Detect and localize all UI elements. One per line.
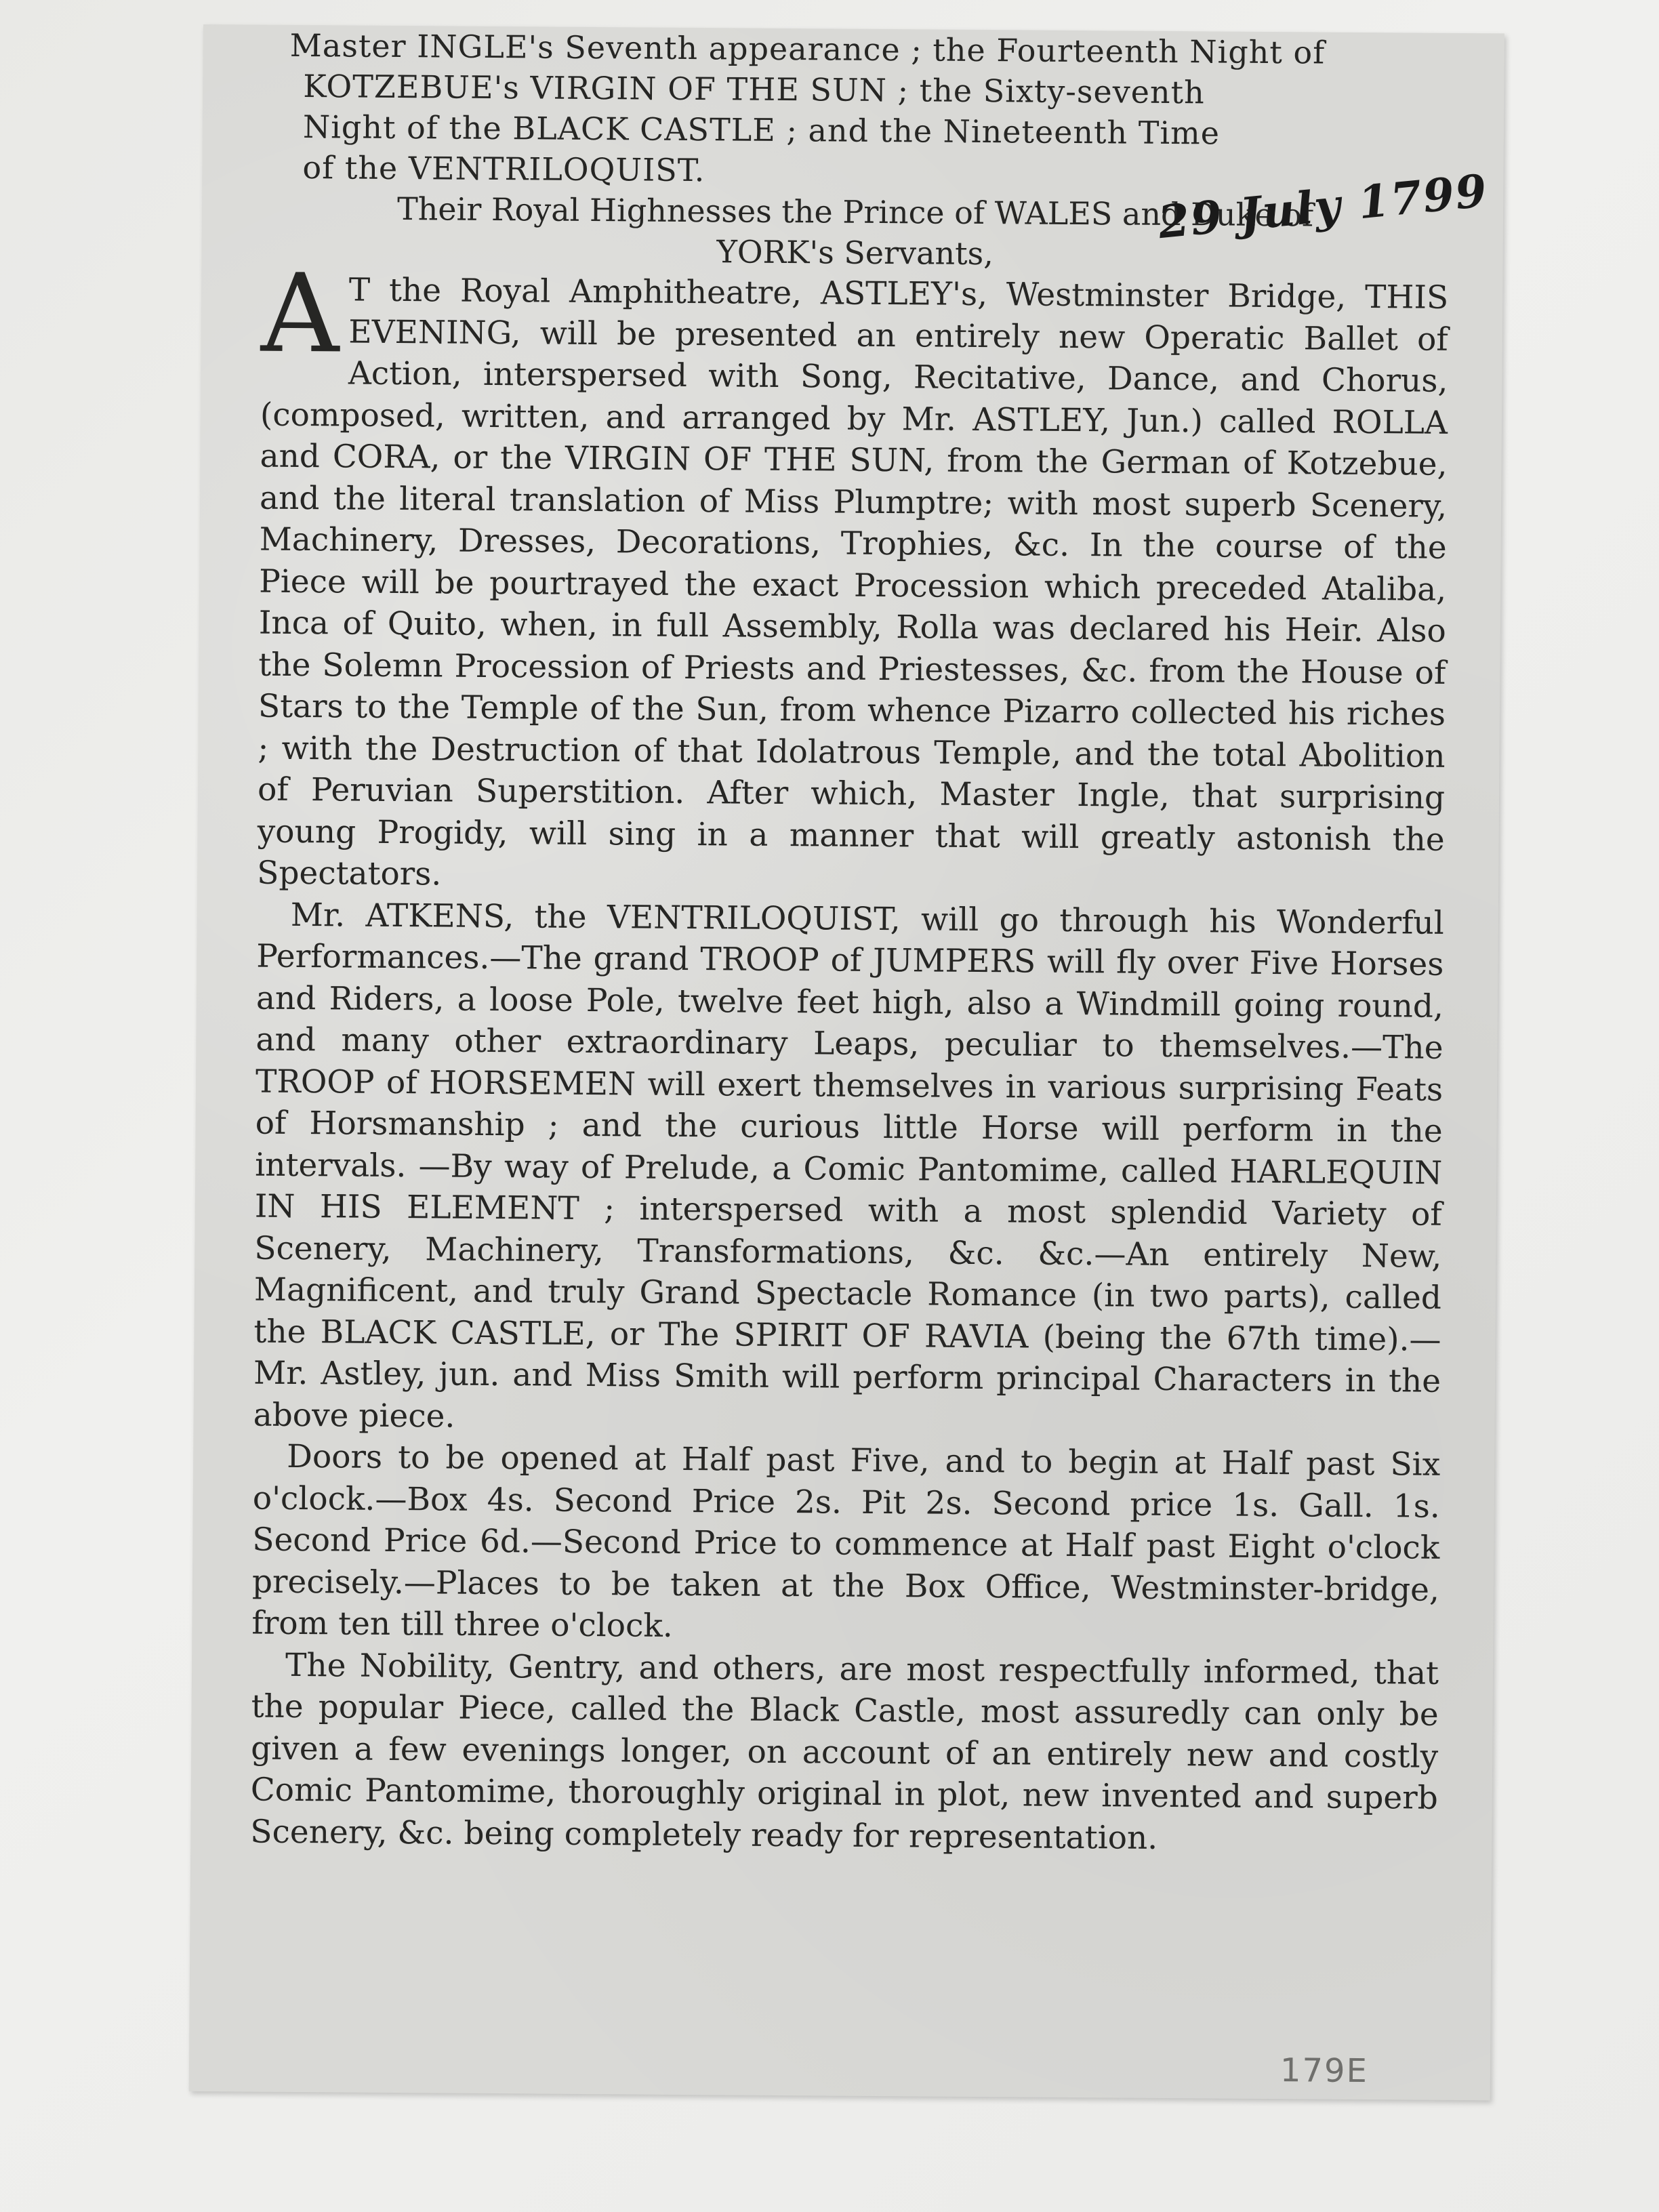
- newspaper-clipping: [189, 24, 1504, 2100]
- header-line-1: Master INGLE's Seventh appearance ; the Fourteenth Night of: [289, 26, 1326, 71]
- ventriloquist-paragraph: Mr. ATKENS, the VENTRILOQUIST, will go through his Wonderful Performances.—The grand TROOP of JUMPERS will fly over Five Horses and Riders, a loose Pole, twelve feet high, also a Windmill going round, and many other extraordinary Leaps, peculiar to themselves.—The TROOP of HORSEMEN will exert themselves in various surprising Feats of Horsmanship ; and the curious little Horse will perform in the intervals. —By way of Prelude, a Comic Pantomime, called HARLEQUIN IN HIS ELEMENT ; interspersed with a most splendid Variety of Scenery, Machinery, Transformations, &c. &c.—An entirely New, Magnificent, and truly Grand Spectacle Romance (in two parts), called the BLACK CASTLE, or The SPIRIT OF RAVIA (being the 67th time).—Mr. Astley, jun. and Miss Smith will perform principal Characters in the above piece.: [253, 896, 1444, 1435]
- nobility-notice-paragraph: The Nobility, Gentry, and others, are most respectfully informed, that the popular Piece, called the Black Castle, most assuredly can only be given a few evenings longer, on account of an entirely new and costly Comic Pantomime, thoroughly original in plot, new invented and superb Scenery, &c. being completely ready for representation.: [250, 1646, 1439, 1857]
- archive-number: 179E: [1279, 2051, 1369, 2091]
- drop-cap: A: [260, 249, 340, 377]
- header-line-3: Night of the BLACK CASTLE ; and the Nineteenth Time: [302, 108, 1221, 152]
- patronage-line-2: YORK's Servants,: [716, 233, 994, 272]
- header-line-2: KOTZEBUE's VIRGIN OF THE SUN ; the Sixty-seventh: [303, 68, 1205, 111]
- handwritten-date: 29 July 1799: [1155, 163, 1490, 249]
- patronage-line-1: Their Royal Highnesses the Prince of WALES and Duke of: [396, 190, 1314, 234]
- main-announcement-text: T the Royal Amphitheatre, ASTLEY's, Westminster Bridge, THIS EVENING, will be presented an entirely new Operatic Ballet of Action, interspersed with Song, Recitative, Dance, and Chorus, (composed, written, and arranged by Mr. ASTLEY, Jun.) called ROLLA and CORA, or the VIRGIN OF THE SUN, from the German of Kotzebue, and the literal translation of Miss Plumptre; with most superb Scenery, Machinery, Dresses, Decorations, Trophies, &c. In the course of the Piece will be pourtrayed the exact Procession which preceded Ataliba, Inca of Quito, when, in full Assembly, Rolla was declared his Heir. Also the Solemn Procession of Priests and Priestesses, &c. from the House of Stars to the Temple of the Sun, from whence Pizarro collected his riches ; with the Destruction of that Idolatrous Temple, and the total Abolition of Peruvian Superstition. After which, Master Ingle, that surprising young Progidy, will sing in a manner that will greatly astonish the Spectators.: [257, 271, 1449, 893]
- header-line-4: of the VENTRILOQUIST.: [302, 149, 705, 189]
- doors-prices-paragraph: Doors to be opened at Half past Five, and to begin at Half past Six o'clock.—Box 4s. Second Price 2s. Pit 2s. Second price 1s. Gall. 1s. Second Price 6d.—Second Price to commence at Half past Eight o'clock precisely.—Places to be taken at the Box Office, Westminster-bridge, from ten till three o'clock.: [251, 1437, 1441, 1645]
